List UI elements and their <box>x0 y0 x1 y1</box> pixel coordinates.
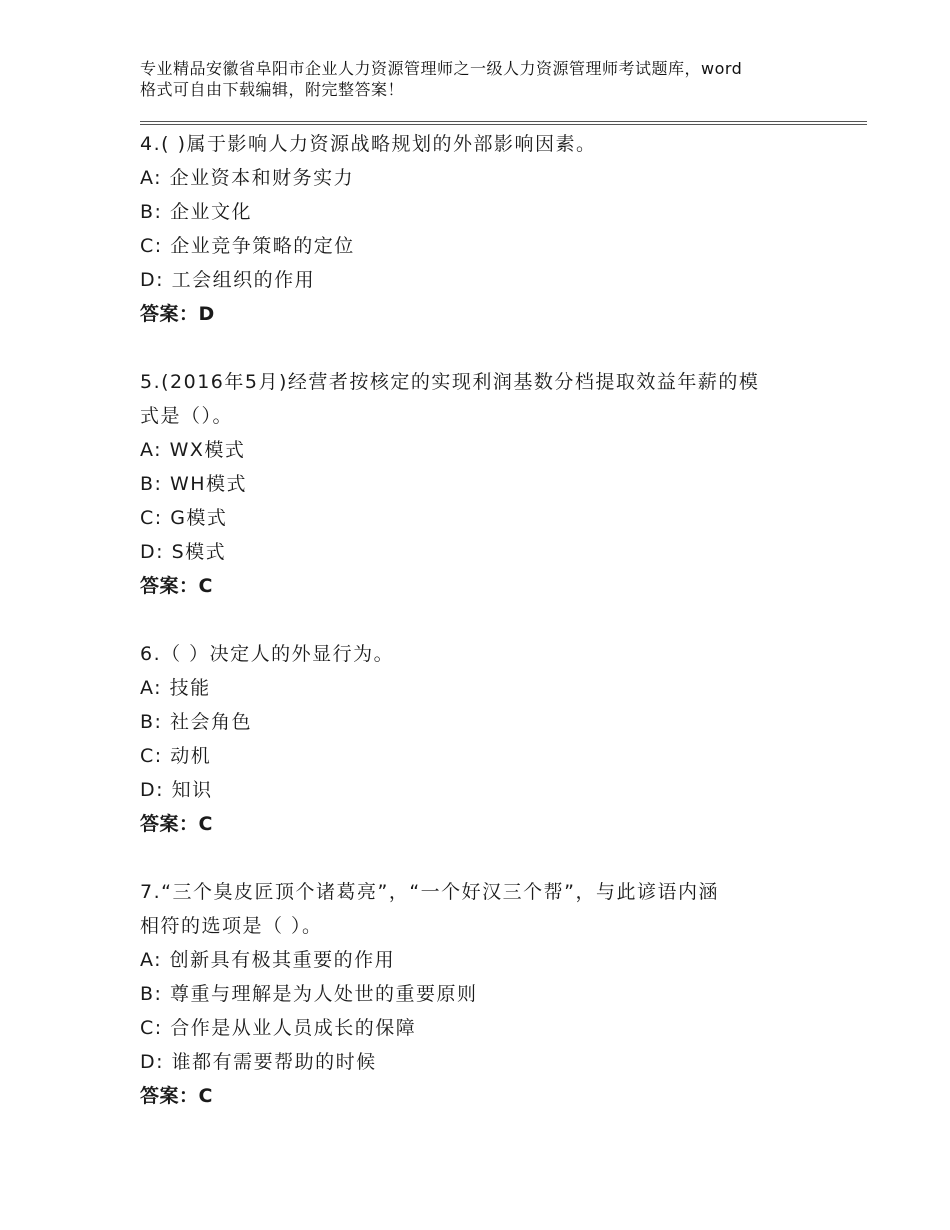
question-6 <box>140 637 840 841</box>
question-stem: 4.( )属于影响人力资源战略规划的外部影响因素。 <box>140 133 597 155</box>
question-7 <box>140 875 840 1113</box>
header-line-1: 专业精品安徽省阜阳市企业人力资源管理师之一级人力资源管理师考试题库，word <box>140 59 743 78</box>
option-d: D: 谁都有需要帮助的时候 <box>140 1051 377 1073</box>
option-a: A: 技能 <box>140 677 211 699</box>
answer-label: 答案：C <box>140 575 213 597</box>
question-stem: 6.（ ）决定人的外显行为。 <box>140 643 395 665</box>
option-a: A: WX模式 <box>140 439 246 461</box>
option-b: B: WH模式 <box>140 473 248 495</box>
question-stem-cont: 式是（）。 <box>140 405 234 427</box>
question-list <box>140 127 840 1147</box>
option-a: A: 创新具有极其重要的作用 <box>140 949 396 971</box>
question-stem: 5.(2016年5月)经营者按核定的实现利润基数分档提取效益年薪的模 <box>140 371 760 393</box>
header-divider <box>140 121 867 125</box>
question-stem-cont: 相符的选项是（ ）。 <box>140 915 323 937</box>
page-header <box>140 58 840 100</box>
answer-label: 答案：D <box>140 303 215 325</box>
option-b: B: 企业文化 <box>140 201 252 223</box>
option-b: B: 社会角色 <box>140 711 252 733</box>
option-c: C: G模式 <box>140 507 228 529</box>
question-stem: 7.“三个臭皮匠顶个诸葛亮”，“一个好汉三个帮”，与此谚语内涵 <box>140 881 720 903</box>
answer-label: 答案：C <box>140 1085 213 1107</box>
answer-label: 答案：C <box>140 813 213 835</box>
option-a: A: 企业资本和财务实力 <box>140 167 355 189</box>
option-d: D: 知识 <box>140 779 213 801</box>
option-d: D: S模式 <box>140 541 227 563</box>
option-c: C: 合作是从业人员成长的保障 <box>140 1017 417 1039</box>
question-5 <box>140 365 840 603</box>
header-line-2: 格式可自由下载编辑，附完整答案！ <box>140 80 405 99</box>
option-c: C: 企业竞争策略的定位 <box>140 235 355 257</box>
option-c: C: 动机 <box>140 745 212 767</box>
option-d: D: 工会组织的作用 <box>140 269 316 291</box>
option-b: B: 尊重与理解是为人处世的重要原则 <box>140 983 478 1005</box>
question-4 <box>140 127 840 331</box>
